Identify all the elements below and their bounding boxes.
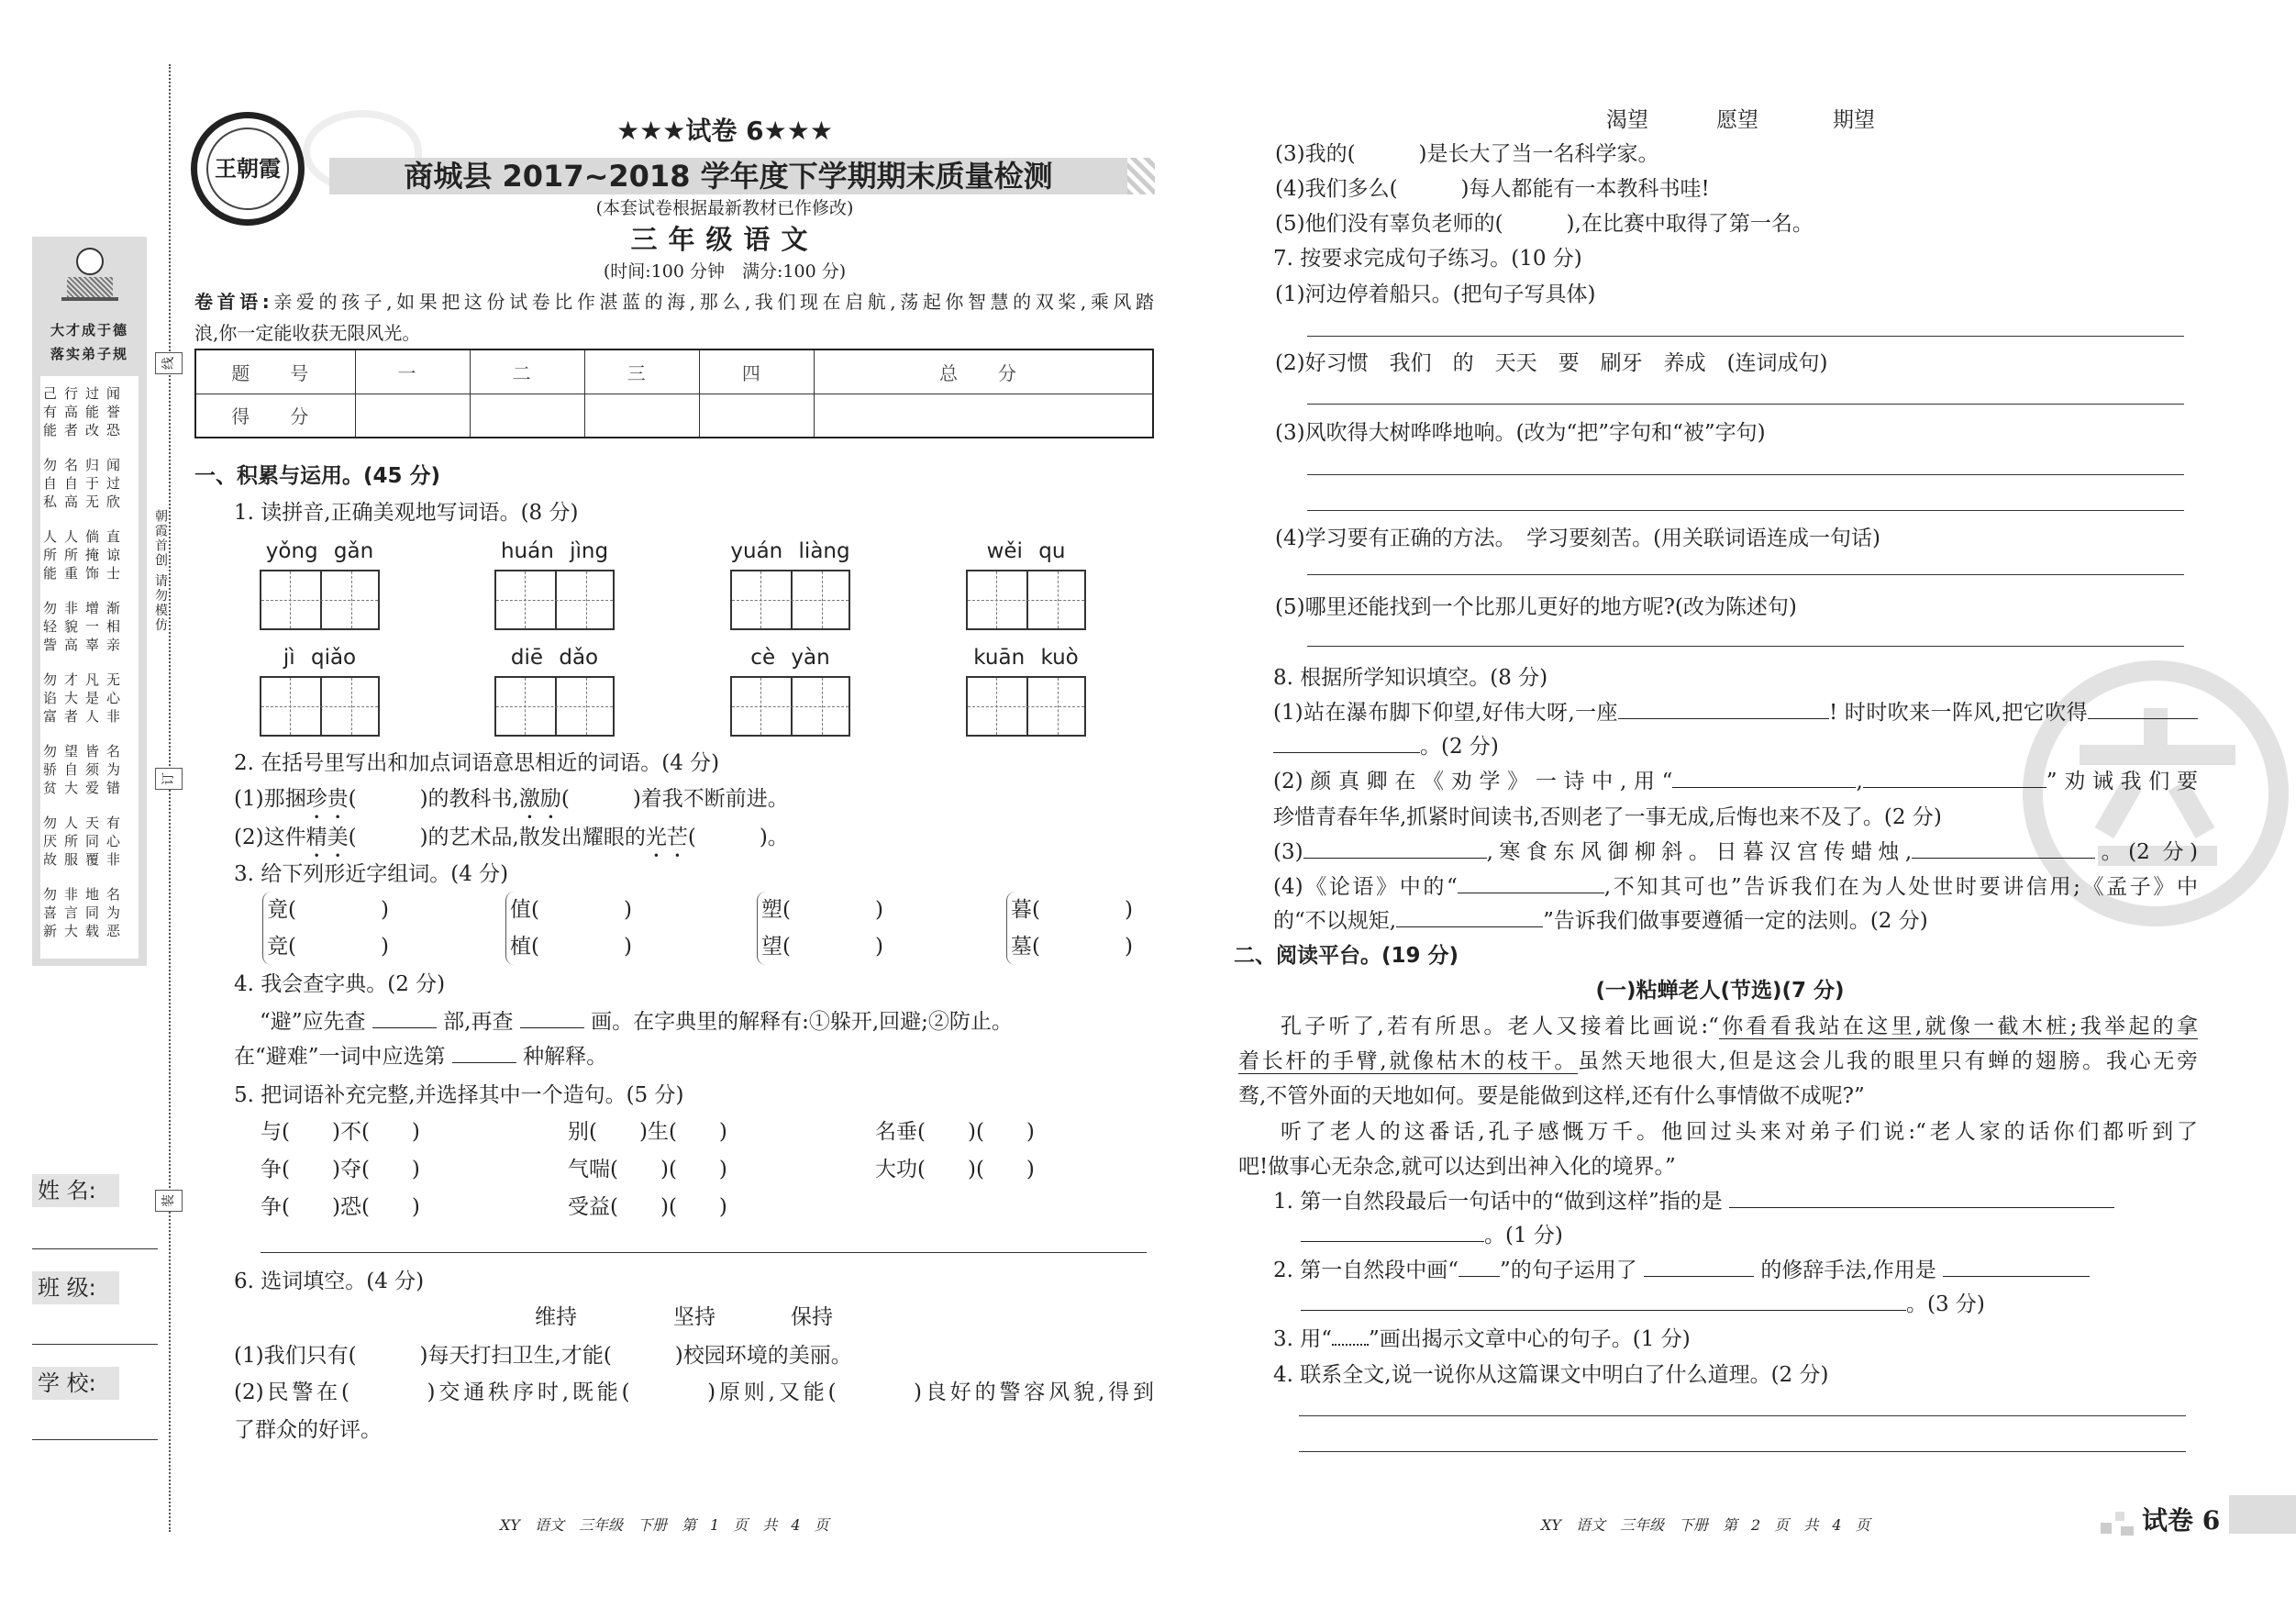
pinyin-label: cè yàn: [750, 646, 830, 670]
q6-line: 了群众的好评。: [234, 1418, 382, 1442]
answer-blank[interactable]: [372, 1008, 437, 1028]
char: 墓: [1011, 935, 1032, 959]
q6-line: (5)他们没有辜负老师的( ),在比赛中取得了第一名。: [1275, 212, 1814, 236]
answer-blank[interactable]: [1644, 1257, 1754, 1277]
answer-blank[interactable]: [520, 1008, 584, 1028]
dotted-word: 光芒: [645, 826, 688, 849]
char: 值: [510, 898, 531, 922]
q7-item: (3)风吹得大树哗哗地响。(改为“把”字句和“被”字句): [1275, 421, 1766, 445]
passage-line: 着长杆的手臂,就像枯木的枝干。虽然天地很大,但是这会儿我的眼里只有蝉的翅膀。我心无旁: [1238, 1049, 2199, 1073]
section-heading: 一、积累与运用。(45 分): [194, 464, 441, 488]
q6-line: (4)我们多么( )每人都能有一本教科书哇!: [1275, 177, 1710, 201]
answer-blank[interactable]: [2088, 699, 2198, 719]
q4-line: “避”应先查 部,再查 画。在字典里的解释有:①躲开,回避;②防止。: [260, 1010, 1013, 1034]
sidebar-verse: 骄自须为: [43, 761, 128, 778]
sidebar-verse: 勿人天有: [43, 815, 128, 831]
exam-title: 商城县 2017~2018 学年度下学期期末质量检测: [404, 159, 1053, 194]
table-row: [195, 349, 1153, 394]
pinyin-label: wěi qu: [986, 539, 1066, 563]
table-header: 一: [355, 349, 470, 394]
q7-item: (2)好习惯 我们 的 天天 要 刷牙 养成 (连词成句): [1275, 351, 1828, 375]
binding-mark: 线: [155, 352, 183, 374]
table-header: 四: [699, 349, 814, 394]
passage-line: 吧!做事心无杂念,就可以达到出神入化的境界。”: [1238, 1155, 1676, 1179]
q8-item: (4)《论语》中的“ ,不知其可也”告诉我们在为人处世时要讲信用;《孟子》中: [1273, 875, 2198, 899]
question-title: 6. 选词填空。(4 分): [234, 1270, 425, 1293]
char: 塑: [761, 898, 782, 922]
sidebar-verse: 己行过闻: [43, 385, 128, 402]
binding-mark: 装: [155, 1190, 183, 1212]
similar-char-pair: [505, 892, 632, 965]
answer-line[interactable]: [1307, 510, 2184, 511]
score-cell[interactable]: [355, 394, 470, 438]
paper-number: ★★★试卷 6★★★: [616, 116, 833, 146]
wavy-line-symbol: [1332, 1344, 1369, 1346]
answer-line[interactable]: [1307, 404, 2184, 405]
name-input-line[interactable]: [32, 1248, 158, 1249]
writing-grid[interactable]: [494, 570, 615, 630]
sidebar-verse: 新大载恶: [43, 923, 128, 939]
idiom-blank[interactable]: 争( )恐( ): [261, 1195, 420, 1219]
writing-grid[interactable]: [260, 676, 380, 737]
writing-grid[interactable]: [730, 676, 850, 737]
section-heading: 二、阅读平台。(19 分): [1234, 944, 1459, 968]
answer-line[interactable]: [261, 1252, 1147, 1253]
dotted-word: 激励: [518, 787, 561, 811]
reading-question: 3. 用“ ”画出揭示文章中心的句子。(1 分): [1273, 1327, 1691, 1351]
dotted-word: 珍贵: [305, 787, 349, 811]
pinyin-label: yuán liàng: [730, 539, 850, 563]
sidebar-verse: 有高能誉: [43, 404, 128, 420]
binding-mark: 订: [155, 768, 183, 790]
q6-line: (3)我的( )是长大了当一名科学家。: [1275, 142, 1659, 166]
sidebar-verse: 自自于过: [43, 475, 128, 492]
answer-blank[interactable]: [1943, 1257, 2090, 1277]
word-option: 渴望: [1606, 108, 1648, 132]
char: 竞: [267, 935, 288, 959]
q7-item: (1)河边停着船只。(把句子写具体): [1275, 283, 1596, 306]
answer-line[interactable]: [1307, 474, 2184, 475]
q6-line: (2)民警在( )交通秩序时,既能( )原则,又能( )良好的警容风貌,得到: [234, 1381, 1154, 1404]
sidebar-verse: 私高无欣: [43, 494, 128, 510]
corner-decoration: [2101, 1523, 2112, 1534]
answer-blank[interactable]: [1863, 768, 2046, 788]
char: 望: [761, 935, 782, 959]
sidebar-dizigui: [32, 237, 147, 966]
sidebar-verse: 勿名归闻: [43, 457, 128, 473]
reading-question: 4. 联系全文,说一说你从这篇课文中明白了什么道理。(2 分): [1273, 1363, 1829, 1387]
answer-blank[interactable]: [1729, 1188, 2114, 1208]
corner-decoration: [2229, 1495, 2296, 1534]
sidebar-verse: 喜言同为: [43, 904, 128, 921]
answer-blank[interactable]: [1396, 907, 1543, 927]
passage-line: 听了老人的这番话,孔子感慨万千。他回过头来对弟子们说:“老人家的话你们都听到了: [1281, 1120, 2198, 1144]
score-cell[interactable]: [814, 394, 1153, 438]
sidebar-verse: 能者改恐: [43, 422, 128, 438]
name-label: 姓 名:: [32, 1174, 119, 1207]
word-option: 期望: [1833, 108, 1875, 132]
table-header: 总 分: [814, 349, 1153, 394]
student-reading-illustration: [67, 248, 113, 307]
question-title: 8. 根据所学知识填空。(8 分): [1273, 666, 1548, 690]
corner-decoration: [2115, 1512, 2124, 1521]
writing-grid[interactable]: [730, 570, 850, 630]
exam-time: (时间:100 分钟 满分:100 分): [603, 261, 847, 282]
pinyin-label: yǒng gǎn: [265, 539, 374, 563]
score-row-label: 得 分: [195, 394, 355, 438]
question-title: 4. 我会查字典。(2 分): [234, 972, 446, 996]
passage-line: 骛,不管外面的天地如何。要是能做到这样,还有什么事情做不成呢?”: [1238, 1084, 1865, 1108]
question-title: 5. 把词语补充完整,并选择其中一个造句。(5 分): [234, 1083, 684, 1107]
answer-paren[interactable]: ( ): [531, 898, 632, 922]
sidebar-verse: 勿非地名: [43, 886, 128, 903]
score-table: [194, 349, 1154, 438]
q8-item: 珍惜青春年华,抓紧时间读书,否则老了一事无成,后悔也来不及了。(2 分): [1273, 805, 1942, 829]
question-title: 3. 给下列形近字组词。(4 分): [234, 862, 509, 886]
pinyin-label: kuān kuò: [973, 646, 1079, 670]
sidebar-verse: 富者人非: [43, 708, 128, 725]
q2-line: (2)这件精美( )的艺术品,散发出耀眼的光芒( )。: [234, 826, 789, 849]
word-option: 坚持: [673, 1305, 715, 1329]
writing-grid[interactable]: [966, 676, 1086, 737]
answer-blank[interactable]: [1672, 768, 1856, 788]
answer-blank[interactable]: [1301, 1222, 1484, 1242]
answer-paren[interactable]: ( ): [782, 935, 883, 959]
publisher-logo: [191, 112, 305, 226]
q4-line: 在“避难”一词中应选第 种解释。: [234, 1045, 608, 1069]
q2-line: (1)那捆珍贵( )的教科书,激励( )着我不断前进。: [234, 787, 789, 811]
answer-blank[interactable]: [1301, 1291, 1906, 1311]
sidebar-verse: 所所掩谅: [43, 547, 128, 563]
char: 植: [510, 935, 531, 959]
preface-text: 亲爱的孩子,如果把这份试卷比作湛蓝的海,那么,我们现在启航,荡起你智慧的双桨,乘风踏: [269, 291, 1154, 313]
answer-line[interactable]: [1299, 1415, 2186, 1416]
school-label: 学 校:: [32, 1367, 119, 1400]
writing-grid[interactable]: [966, 570, 1086, 630]
answer-blank[interactable]: [1273, 733, 1420, 753]
word-option: 维持: [535, 1305, 577, 1329]
answer-paren[interactable]: ( ): [1032, 898, 1133, 922]
copyright-note: 朝霞首创 请勿模仿: [153, 509, 168, 633]
class-input-line[interactable]: [32, 1344, 158, 1345]
underlined-sentence: 你看看我站在这里,就像一截木桩;我举起的拿: [1718, 1015, 2198, 1038]
preface-label: 卷首语:: [194, 291, 270, 313]
passage-title: (一)粘蝉老人(节选)(7 分): [1595, 979, 1845, 1003]
sidebar-verse: 訾高辜亲: [43, 637, 128, 653]
sidebar-verse: 人人倘直: [43, 528, 128, 545]
idiom-blank[interactable]: 气喘( )( ): [568, 1158, 727, 1181]
sidebar-verse: 故服覆非: [43, 851, 128, 868]
page-footer: XY 语文 三年级 下册 第 1 页 共 4 页: [500, 1516, 829, 1534]
dotted-word: 精美: [305, 826, 349, 849]
word-option: 愿望: [1716, 108, 1758, 132]
table-row: [195, 394, 1153, 438]
idiom-blank[interactable]: 大功( )( ): [875, 1158, 1035, 1181]
word-option: 保持: [791, 1305, 833, 1329]
reading-question: 。(3 分): [1301, 1291, 1985, 1318]
sidebar-verse: 谄大是心: [43, 690, 128, 706]
char: 暮: [1011, 898, 1032, 922]
school-input-line[interactable]: [32, 1439, 158, 1440]
pinyin-label: diē dǎo: [510, 646, 599, 670]
answer-paren[interactable]: ( ): [1032, 935, 1133, 959]
checker-decoration: [1127, 158, 1155, 194]
q8-item: (3) ,寒食东风御柳斜。日暮汉宫传蜡烛, 。(2 分): [1273, 840, 2199, 864]
question-title: 1. 读拼音,正确美观地写词语。(8 分): [234, 501, 579, 525]
q7-item: (4)学习要有正确的方法。 学习要刻苦。(用关联词语连成一句话): [1275, 527, 1881, 550]
underlined-sentence: 着长杆的手臂,就像枯木的枝干。: [1238, 1049, 1579, 1073]
score-cell[interactable]: [470, 394, 584, 438]
answer-paren[interactable]: ( ): [288, 935, 389, 959]
similar-char-pair: [262, 892, 389, 965]
score-cell[interactable]: [584, 394, 699, 438]
reading-question: 1. 第一自然段最后一句话中的“做到这样”指的是: [1273, 1188, 2114, 1215]
preface: [194, 288, 1154, 316]
sidebar-title: 大才成于德: [50, 322, 128, 338]
question-title: 7. 按要求完成句子练习。(10 分): [1273, 247, 1582, 271]
score-cell[interactable]: [699, 394, 814, 438]
writing-grid[interactable]: [494, 676, 615, 737]
table-header: 二: [470, 349, 584, 394]
answer-paren[interactable]: ( ): [288, 898, 389, 922]
answer-line[interactable]: [1299, 1451, 2186, 1452]
table-header: 三: [584, 349, 699, 394]
question-title: 2. 在括号里写出和加点词语意思相近的词语。(4 分): [234, 751, 720, 775]
reading-question: 。(1 分): [1301, 1222, 1563, 1249]
passage-line: 孔子听了,若有所思。老人又接着比画说:“你看看我站在这里,就像一截木桩;我举起的拿: [1281, 1015, 2198, 1038]
sidebar-verse: 厌所同心: [43, 833, 128, 849]
reading-question: 2. 第一自然段中画“ ”的句子运用了 的修辞手法,作用是: [1273, 1257, 2090, 1284]
writing-grid[interactable]: [260, 570, 380, 630]
answer-blank[interactable]: [452, 1043, 516, 1063]
idiom-blank[interactable]: 争( )夺( ): [261, 1158, 420, 1181]
idiom-blank[interactable]: 与( )不( ): [261, 1120, 420, 1144]
page-footer: XY 语文 三年级 下册 第 2 页 共 4 页: [1541, 1516, 1870, 1534]
pinyin-label: huán jìng: [500, 539, 609, 563]
char: 竟: [267, 898, 288, 922]
q6-line: (1)我们只有( )每天打扫卫生,才能( )校园环境的美丽。: [234, 1344, 852, 1368]
class-label: 班 级:: [32, 1271, 119, 1304]
subject-title: 三年级语文: [630, 224, 819, 255]
sidebar-verse: 勿望皆名: [43, 743, 128, 760]
sidebar-verse: 勿非增渐: [43, 600, 128, 616]
paper-number-corner: 试卷 6: [2142, 1505, 2221, 1536]
q8-item: (2)颜真卿在《劝学》一诗中,用“ , ”劝诫我们要: [1273, 770, 2198, 793]
sidebar-verse: 勿才凡无: [43, 671, 128, 688]
answer-blank[interactable]: [1303, 838, 1487, 859]
q8-item: 的“不以规矩, ”告诉我们做事要遵循一定的法则。(2 分): [1273, 909, 1928, 933]
answer-blank[interactable]: [1618, 699, 1829, 719]
sidebar-verse: 能重饰士: [43, 565, 128, 582]
q8-item: 。(2 分): [1273, 733, 1499, 760]
answer-blank[interactable]: [1912, 838, 2095, 859]
answer-line[interactable]: [1307, 336, 2184, 337]
answer-paren[interactable]: ( ): [531, 935, 632, 959]
binding-line: [169, 64, 171, 1532]
sidebar-verse: 贫大爱错: [43, 780, 128, 796]
sidebar-verse: 轻貌一相: [43, 618, 128, 635]
answer-paren[interactable]: ( ): [782, 898, 883, 922]
idiom-blank[interactable]: 名垂( )( ): [875, 1120, 1035, 1144]
corner-decoration: [2121, 1526, 2134, 1536]
table-header: 题 号: [195, 349, 355, 394]
pinyin-label: jì qiǎo: [283, 646, 357, 670]
answer-line[interactable]: [1307, 646, 2184, 647]
idiom-blank[interactable]: 受益( )( ): [568, 1195, 727, 1219]
answer-blank[interactable]: [1458, 873, 1604, 893]
answer-line[interactable]: [1307, 574, 2184, 575]
similar-char-pair: [757, 892, 883, 965]
similar-char-pair: [1006, 892, 1133, 965]
q7-item: (5)哪里还能找到一个比那儿更好的地方呢?(改为陈述句): [1275, 595, 1797, 619]
preface-text: 浪,你一定能收获无限风光。: [194, 322, 421, 344]
sidebar-title: 落实弟子规: [50, 346, 128, 362]
underline-symbol: [1459, 1257, 1500, 1277]
exam-note: (本套试卷根据最新教材已作修改): [595, 198, 854, 218]
logo-text: 王朝霞: [206, 128, 289, 210]
idiom-blank[interactable]: 别( )生( ): [568, 1120, 727, 1144]
q8-item: (1)站在瀑布脚下仰望,好伟大呀,一座 ! 时时吹来一阵风,把它吹得: [1273, 699, 2198, 726]
